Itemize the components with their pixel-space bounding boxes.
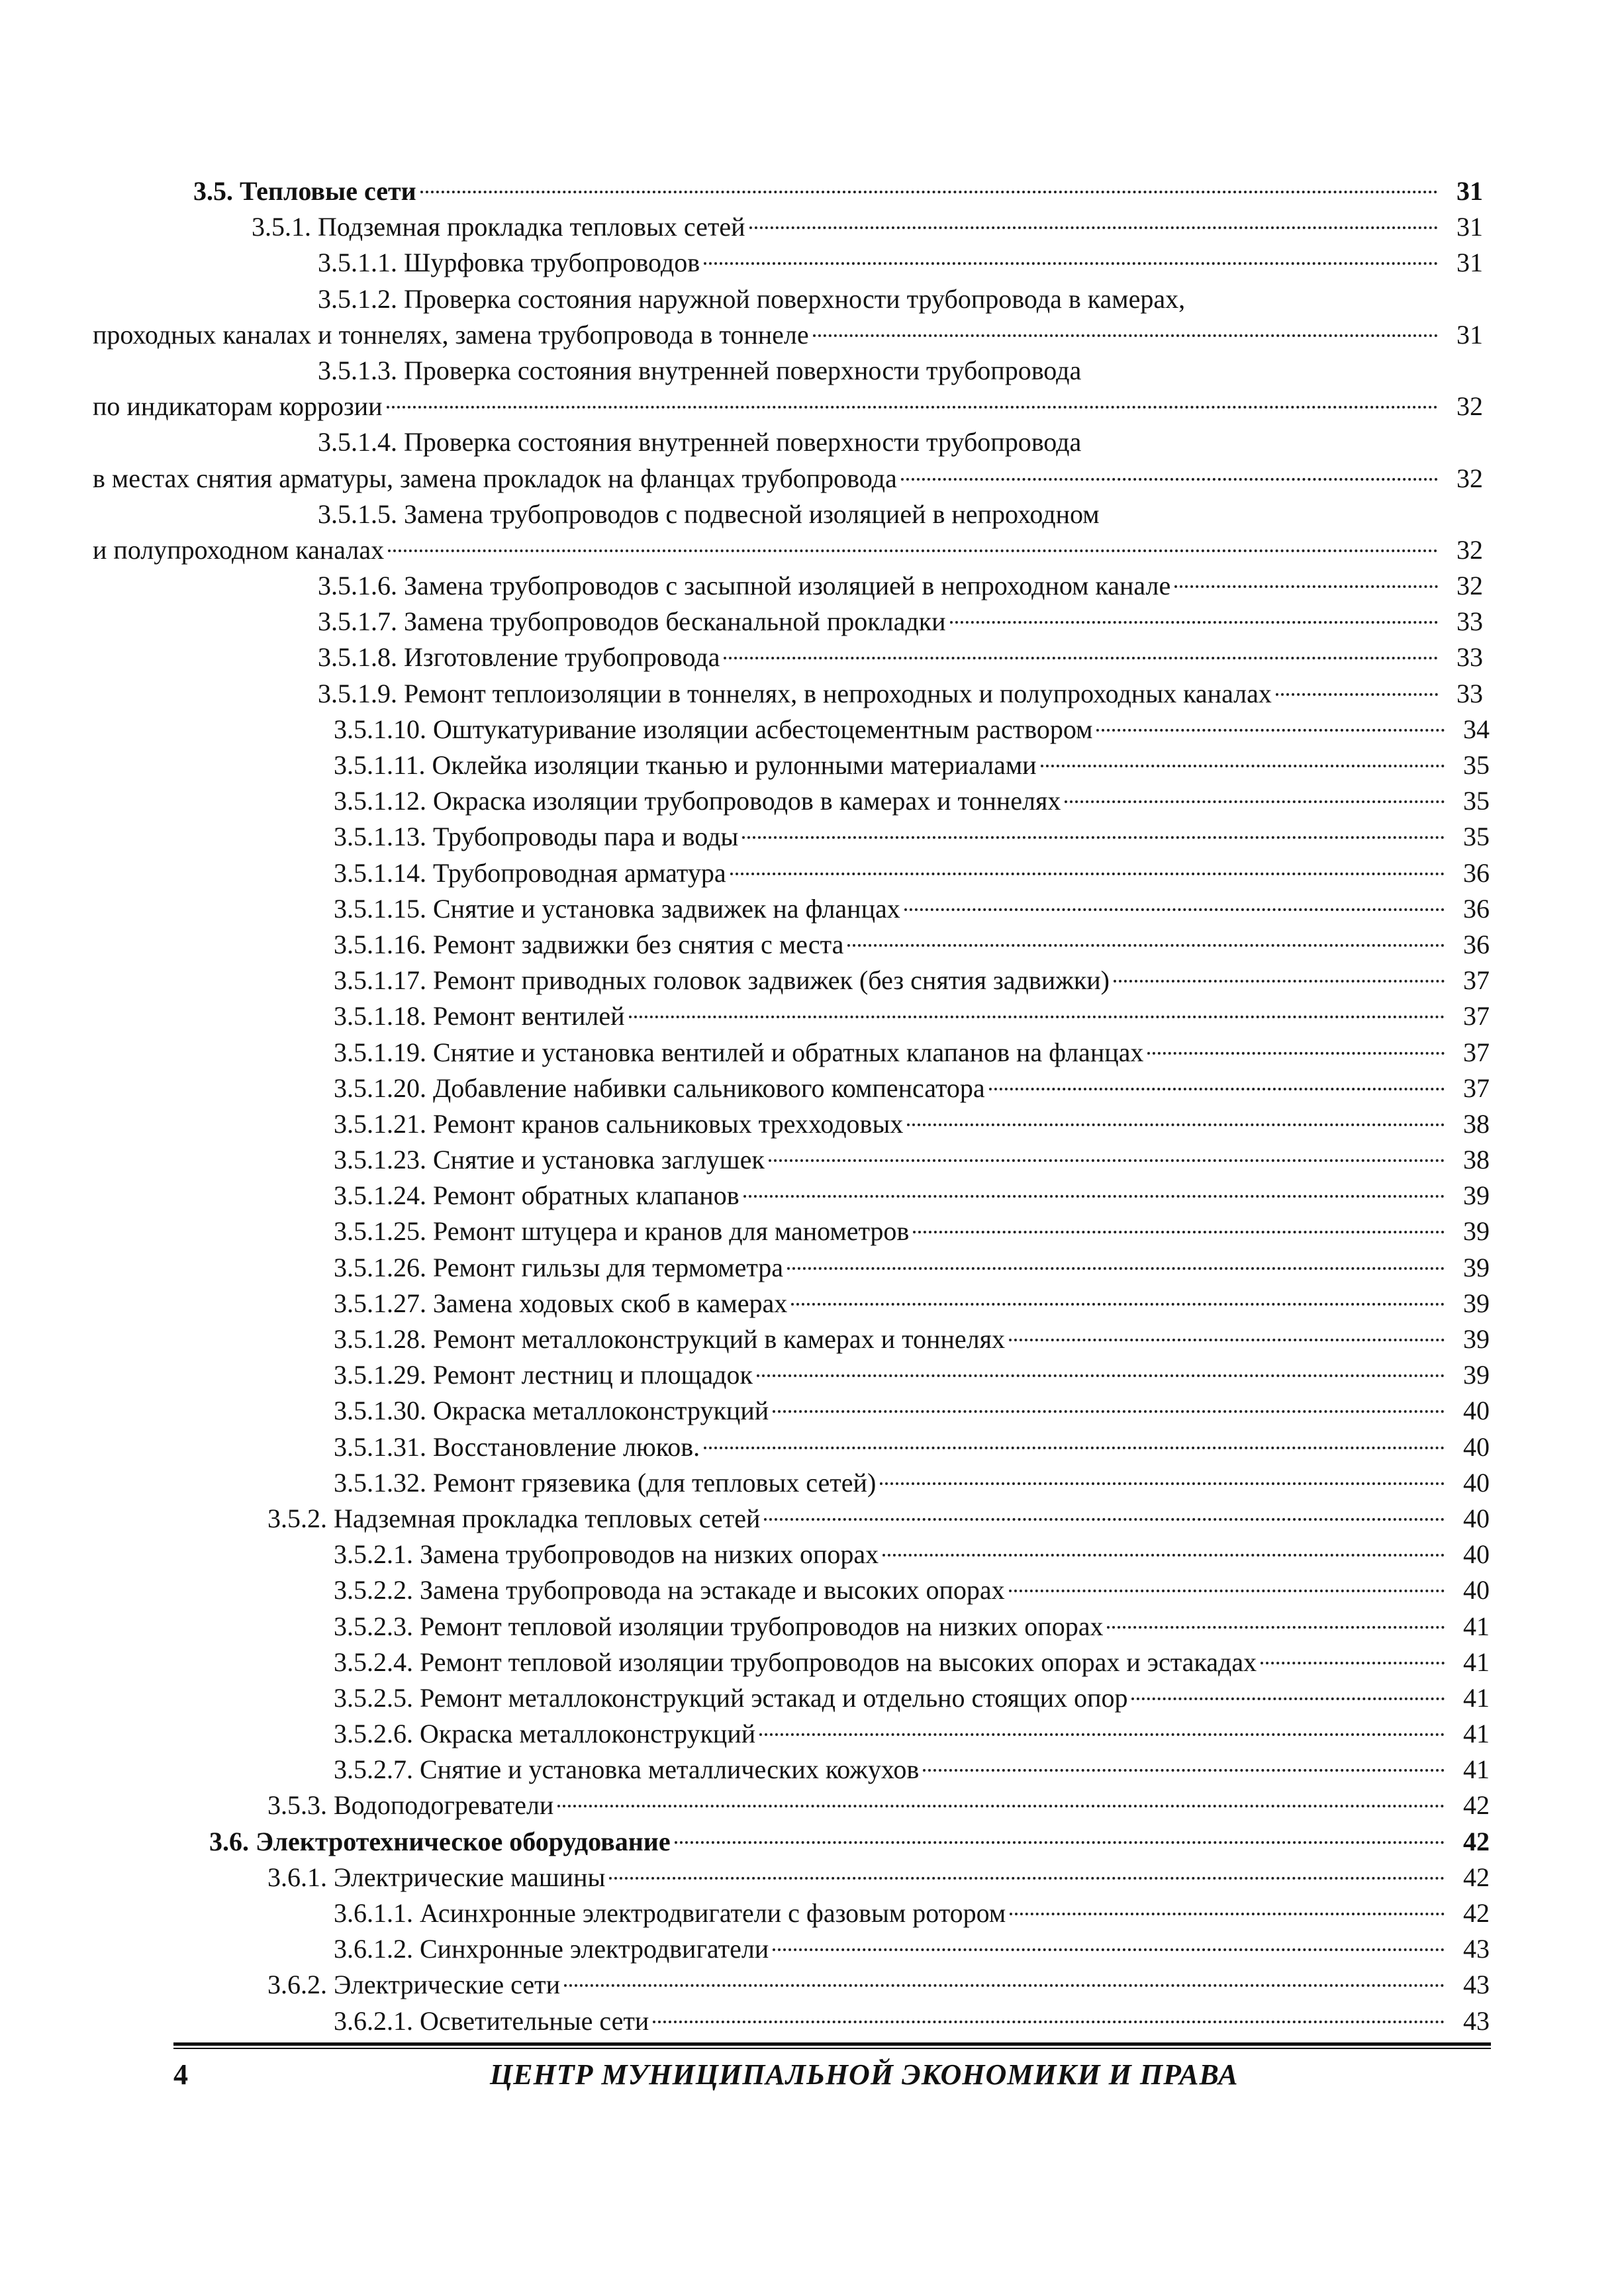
toc-entry — [0, 1931, 1490, 1967]
toc-dot-leader — [847, 944, 1445, 947]
toc-entry-page: 36 — [1463, 893, 1490, 924]
toc-dot-leader — [1041, 765, 1445, 767]
toc-dot-leader — [1147, 1052, 1445, 1055]
toc-entry-page: 41 — [1463, 1682, 1490, 1713]
toc-entry — [0, 1537, 1490, 1572]
toc-entry-page: 37 — [1463, 965, 1490, 996]
toc-dot-leader — [757, 1374, 1445, 1377]
toc-dot-leader — [1107, 1626, 1445, 1629]
toc-entry-number: 3.5.2.5. — [334, 1682, 413, 1713]
toc-entry-title: Ремонт тепловой изоляции трубопроводов на низких опорах — [420, 1611, 1104, 1641]
toc-entry — [0, 927, 1490, 963]
toc-entry-page: 39 — [1463, 1180, 1490, 1211]
footer-rule — [173, 2042, 1491, 2046]
toc-entry-title: Оклейка изоляции тканью и рулонными материалами — [432, 750, 1037, 780]
toc-entry-page: 36 — [1463, 929, 1490, 959]
toc-entry — [0, 1178, 1490, 1214]
toc-entry — [0, 568, 1483, 604]
toc-entry-title: Ремонт штуцера и кранов для манометров — [433, 1216, 910, 1247]
toc-dot-leader — [907, 1124, 1445, 1126]
toc-entry-number: 3.5.1.26. — [334, 1252, 426, 1282]
toc-entry-title: Осветительные сети — [420, 2005, 649, 2036]
toc-entry — [0, 1895, 1490, 1931]
toc-entry-number: 3.5.1.18. — [334, 1001, 426, 1031]
toc-entry-page: 39 — [1463, 1216, 1490, 1247]
toc-entry-page: 37 — [1463, 1073, 1490, 1103]
toc-dot-leader — [1174, 585, 1438, 588]
footer-title: ЦЕНТР МУНИЦИПАЛЬНОЙ ЭКОНОМИКИ И ПРАВА — [490, 2058, 1239, 2091]
toc-entry-title: Окраска металлоконструкций — [433, 1396, 769, 1426]
toc-entry — [0, 1214, 1490, 1249]
toc-entry-page: 32 — [1456, 534, 1483, 565]
toc-entry-number: 3.5.1.19. — [334, 1037, 426, 1067]
toc-entry-page: 40 — [1463, 1539, 1490, 1570]
toc-entry — [0, 1645, 1490, 1680]
toc-entry-page: 42 — [1463, 1790, 1490, 1821]
toc-dot-leader — [773, 1410, 1445, 1413]
toc-entry-number: 3.5.1.10. — [334, 714, 426, 744]
toc-dot-leader — [1131, 1698, 1445, 1700]
toc-dot-leader — [609, 1877, 1445, 1880]
toc-entry — [0, 1967, 1490, 2003]
toc-entry-title: Ремонт тепловой изоляции трубопроводов на высоких опорах и эстакадах — [420, 1647, 1257, 1677]
toc-entry-number: 3.5. — [193, 176, 233, 206]
toc-entry-number: 3.5.1.2. — [318, 283, 397, 314]
toc-entry — [0, 1321, 1490, 1357]
toc-entry-title: Шурфовка трубопроводов — [404, 248, 700, 278]
toc-entry-number: 3.6.1.2. — [334, 1934, 413, 1964]
toc-dot-leader — [653, 2021, 1445, 2023]
toc-entry — [0, 2003, 1490, 2039]
toc-entry-title: Замена трубопроводов с засыпной изоляцией в непроходном канале — [404, 571, 1171, 601]
toc-entry-page: 34 — [1463, 714, 1490, 744]
toc-dot-leader — [704, 1447, 1445, 1449]
toc-entry-page: 36 — [1463, 857, 1490, 888]
toc-entry — [0, 245, 1483, 281]
toc-entry-page: 40 — [1463, 1467, 1490, 1498]
toc-entry-title: Замена трубопроводов с подвесной изоляцией в непроходном — [404, 499, 1100, 529]
toc-dot-leader — [1065, 800, 1445, 803]
toc-entry-number: 3.5.2. — [267, 1503, 327, 1533]
toc-entry-page: 38 — [1463, 1145, 1490, 1175]
toc-entry-number: 3.5.1.11. — [334, 750, 426, 780]
toc-entry — [0, 1142, 1490, 1178]
toc-entry-number: 3.5.1.29. — [334, 1360, 426, 1390]
toc-entry-title: Проверка состояния внутренней поверхности трубопровода — [404, 427, 1082, 457]
toc-entry-title: Окраска металлоконструкций — [420, 1719, 756, 1749]
toc-entry-number: 3.5.1.28. — [334, 1324, 426, 1354]
toc-entry-page: 43 — [1463, 1934, 1490, 1964]
toc-entry-number: 3.6.1. — [267, 1862, 327, 1892]
toc-entry-title: Электротехническое оборудование — [256, 1826, 671, 1856]
toc-entry-title: Изготовление трубопровода — [404, 642, 720, 673]
toc-entry-number: 3.5.2.1. — [334, 1539, 413, 1570]
toc-dot-leader — [880, 1482, 1445, 1485]
toc-entry-number: 3.5.1.17. — [334, 965, 426, 996]
toc-entry-number: 3.5.1.5. — [318, 499, 397, 529]
toc-dot-leader — [787, 1267, 1445, 1270]
toc-entry — [0, 891, 1490, 927]
toc-entry-title: Тепловые сети — [240, 176, 416, 206]
toc-entry — [0, 497, 1483, 532]
toc-entry-page: 41 — [1463, 1611, 1490, 1641]
toc-entry-number: 3.5.1.31. — [334, 1431, 426, 1462]
toc-entry-page: 32 — [1456, 571, 1483, 601]
toc-dot-leader — [989, 1088, 1445, 1090]
toc-entry-title: Ремонт теплоизоляции в тоннелях, в непроходных и полупроходных каналах — [404, 678, 1272, 708]
toc-entry-page: 40 — [1463, 1575, 1490, 1605]
toc-entry-number: 3.5.1.8. — [318, 642, 397, 673]
toc-entry-page: 42 — [1463, 1862, 1490, 1892]
toc-entry — [0, 317, 1483, 353]
toc-dot-leader — [773, 1948, 1445, 1951]
toc-entry-number: 3.5.1.6. — [318, 571, 397, 601]
toc-dot-leader — [791, 1303, 1445, 1306]
toc-entry-page: 35 — [1463, 822, 1490, 852]
toc-entry-title: Снятие и установка вентилей и обратных клапанов на фланцах — [433, 1037, 1144, 1067]
toc-entry — [0, 281, 1483, 317]
toc-entry-title: Замена трубопровода на эстакаде и высоких опорах — [420, 1575, 1005, 1605]
toc-entry — [0, 1357, 1490, 1393]
toc-entry-title: Замена ходовых скоб в камерах — [433, 1288, 788, 1318]
toc-entry-number: 3.5.2.4. — [334, 1647, 413, 1677]
toc-entry — [0, 676, 1483, 712]
toc-dot-leader — [1276, 693, 1438, 696]
toc-entry-page: 40 — [1463, 1396, 1490, 1426]
toc-entry-title: Ремонт металлоконструкций в камерах и тоннелях — [433, 1324, 1005, 1354]
toc-entry-title: Ремонт задвижки без снятия с места — [433, 929, 844, 959]
toc-entry-page: 40 — [1463, 1431, 1490, 1462]
toc-dot-leader — [387, 406, 1438, 408]
toc-entry — [0, 855, 1490, 891]
toc-entry-title: Проверка состояния внутренней поверхности трубопровода — [404, 355, 1082, 385]
toc-entry-number: 3.5.1.3. — [318, 355, 397, 385]
toc-entry-page: 38 — [1463, 1108, 1490, 1139]
toc-entry — [0, 1609, 1490, 1645]
toc-entry-number: 3.5.1. — [252, 212, 311, 242]
toc-entry — [0, 712, 1490, 747]
toc-entry — [0, 1860, 1490, 1895]
toc-entry-number: 3.5.1.15. — [334, 893, 426, 924]
toc-dot-leader — [743, 1195, 1445, 1198]
toc-entry — [0, 963, 1490, 998]
toc-dot-leader — [704, 262, 1438, 265]
toc-entry-title: Снятие и установка заглушек — [433, 1145, 765, 1175]
toc-dot-leader — [883, 1554, 1445, 1556]
toc-entry — [0, 1716, 1490, 1752]
toc-entry-page: 35 — [1463, 786, 1490, 816]
toc-entry — [0, 1035, 1490, 1071]
toc-entry-number: 3.5.1.4. — [318, 427, 397, 457]
toc-entry-page: 31 — [1456, 176, 1483, 206]
toc-entry — [0, 389, 1483, 424]
toc-entry-title: Замена трубопроводов бесканальной прокладки — [404, 606, 946, 637]
toc-entry — [0, 1250, 1490, 1286]
toc-entry — [0, 353, 1483, 389]
toc-dot-leader — [759, 1733, 1445, 1736]
toc-entry-number: 3.5.1.20. — [334, 1073, 426, 1103]
toc-entry-number: 3.5.1.12. — [334, 786, 426, 816]
toc-entry-title: Ремонт обратных клапанов — [433, 1180, 739, 1211]
toc-entry-number: 3.5.2.3. — [334, 1611, 413, 1641]
toc-entry-page: 42 — [1463, 1826, 1490, 1856]
toc-entry-page: 37 — [1463, 1001, 1490, 1031]
toc-entry-number: 3.5.1.13. — [334, 822, 426, 852]
toc-entry — [0, 1572, 1490, 1608]
toc-entry — [0, 1071, 1490, 1106]
toc-entry-title: Оштукатуривание изоляции асбестоцементным раствором — [433, 714, 1093, 744]
toc-dot-leader — [901, 478, 1438, 481]
toc-entry-number: 3.5.2.6. — [334, 1719, 413, 1749]
toc-entry-page: 37 — [1463, 1037, 1490, 1067]
toc-entry-page: 31 — [1456, 212, 1483, 242]
toc-entry-number: 3.6.2.1. — [334, 2005, 413, 2036]
toc-dot-leader — [557, 1805, 1445, 1807]
toc-entry-title: Синхронные электродвигатели — [420, 1934, 769, 1964]
toc-dot-leader — [1009, 1339, 1445, 1341]
toc-entry-title: Водоподогреватели — [334, 1790, 554, 1821]
toc-dot-leader — [564, 1984, 1445, 1987]
toc-entry-title: Ремонт вентилей — [433, 1001, 625, 1031]
toc-entry — [0, 783, 1490, 819]
toc-entry — [0, 819, 1490, 855]
toc-entry-page: 32 — [1456, 463, 1483, 493]
toc-entry-title: Трубопроводы пара и воды — [433, 822, 739, 852]
toc-entry-title: Ремонт лестниц и площадок — [433, 1360, 753, 1390]
toc-entry-title: и полупроходном каналах — [93, 534, 385, 565]
footer-rule-thin — [173, 2048, 1491, 2049]
page-number: 4 — [173, 2058, 188, 2091]
toc-dot-leader — [913, 1231, 1445, 1233]
toc-entry — [0, 1393, 1490, 1429]
toc-entry-page: 41 — [1463, 1754, 1490, 1785]
toc-entry-title: Снятие и установка металлических кожухов — [420, 1754, 920, 1785]
toc-entry-page: 33 — [1456, 642, 1483, 673]
toc-entry-page: 31 — [1456, 319, 1483, 350]
toc-entry-title: в местах снятия арматуры, замена прокладок на фланцах трубопровода — [93, 463, 897, 493]
toc-entry — [0, 424, 1483, 460]
toc-dot-leader — [769, 1159, 1445, 1162]
toc-entry-title: Электрические сети — [334, 1970, 560, 2000]
toc-entry-page: 40 — [1463, 1503, 1490, 1533]
toc-entry-page: 35 — [1463, 750, 1490, 780]
toc-entry-title: Асинхронные электродвигатели с фазовым ротором — [420, 1898, 1006, 1928]
toc-entry — [0, 1429, 1490, 1465]
toc-entry — [0, 173, 1483, 209]
toc-entry-title: Подземная прокладка тепловых сетей — [318, 212, 745, 242]
toc-entry-page: 39 — [1463, 1288, 1490, 1318]
toc-dot-leader — [1010, 1913, 1445, 1915]
toc-entry-number: 3.5.1.9. — [318, 678, 397, 708]
toc-dot-leader — [675, 1841, 1445, 1844]
toc-entry-number: 3.5.1.1. — [318, 248, 397, 278]
toc-entry-title: Ремонт грязевика (для тепловых сетей) — [433, 1467, 877, 1498]
toc-entry-number: 3.5.1.23. — [334, 1145, 426, 1175]
toc-entry-title: по индикаторам коррозии — [93, 391, 383, 422]
toc-entry-number: 3.6.1.1. — [334, 1898, 413, 1928]
toc-entry-page: 41 — [1463, 1647, 1490, 1677]
toc-entry — [0, 1465, 1490, 1501]
toc-entry-page: 31 — [1456, 248, 1483, 278]
toc-entry-title: Замена трубопроводов на низких опорах — [420, 1539, 879, 1570]
toc-dot-leader — [730, 873, 1445, 875]
toc-entry-title: Снятие и установка задвижек на фланцах — [433, 893, 900, 924]
toc-entry — [0, 1286, 1490, 1321]
toc-entry — [0, 209, 1483, 245]
toc-entry-title: Ремонт металлоконструкций эстакад и отдельно стоящих опор — [420, 1682, 1128, 1713]
toc-entry — [0, 1824, 1490, 1860]
toc-dot-leader — [742, 836, 1445, 839]
toc-entry-number: 3.5.1.25. — [334, 1216, 426, 1247]
toc-entry-number: 3.6. — [209, 1826, 249, 1856]
toc-entry-title: Трубопроводная арматура — [433, 857, 726, 888]
toc-entry-title: Окраска изоляции трубопроводов в камерах и тоннелях — [433, 786, 1061, 816]
toc-entry-number: 3.5.1.24. — [334, 1180, 426, 1211]
toc-entry-number: 3.5.1.21. — [334, 1108, 426, 1139]
toc-entry-number: 3.5.1.16. — [334, 929, 426, 959]
toc-entry-number: 3.5.2.2. — [334, 1575, 413, 1605]
toc-entry-title: Добавление набивки сальникового компенсатора — [433, 1073, 985, 1103]
toc-entry — [0, 1752, 1490, 1788]
toc-entry-page: 32 — [1456, 391, 1483, 422]
toc-entry — [0, 747, 1490, 783]
toc-entry-title: Ремонт кранов сальниковых трехходовых — [433, 1108, 904, 1139]
toc-entry-page: 33 — [1456, 678, 1483, 708]
toc-entry-number: 3.5.1.27. — [334, 1288, 426, 1318]
toc-entry-number: 3.5.3. — [267, 1790, 327, 1821]
toc-entry-page: 43 — [1463, 1970, 1490, 2000]
toc-entry-title: Электрические машины — [334, 1862, 606, 1892]
toc-entry-page: 42 — [1463, 1898, 1490, 1928]
toc-entry-number: 3.5.1.30. — [334, 1396, 426, 1426]
toc-entry — [0, 604, 1483, 640]
toc-entry — [0, 1680, 1490, 1716]
toc-entry-title: проходных каналах и тоннелях, замена трубопровода в тоннеле — [93, 319, 809, 350]
toc-dot-leader — [764, 1518, 1445, 1521]
toc-entry-title: Ремонт приводных головок задвижек (без снятия задвижки) — [433, 965, 1110, 996]
table-of-contents — [0, 173, 1622, 2039]
toc-entry-number: 3.5.2.7. — [334, 1754, 413, 1785]
toc-entry — [0, 461, 1483, 497]
toc-dot-leader — [1261, 1662, 1445, 1664]
toc-entry-title: Ремонт гильзы для термометра — [433, 1252, 784, 1282]
toc-entry-page: 39 — [1463, 1324, 1490, 1354]
toc-dot-leader — [388, 550, 1438, 552]
toc-entry-title: Проверка состояния наружной поверхности трубопровода в камерах, — [404, 283, 1186, 314]
toc-entry-page: 39 — [1463, 1252, 1490, 1282]
toc-entry-title: Восстановление люков. — [433, 1431, 700, 1462]
toc-entry — [0, 640, 1483, 675]
toc-entry-number: 3.5.1.32. — [334, 1467, 426, 1498]
toc-entry-number: 3.6.2. — [267, 1970, 327, 2000]
toc-dot-leader — [629, 1016, 1445, 1018]
toc-dot-leader — [1096, 729, 1445, 732]
toc-entry-page: 41 — [1463, 1719, 1490, 1749]
toc-dot-leader — [1009, 1590, 1445, 1592]
toc-dot-leader — [923, 1769, 1445, 1772]
toc-dot-leader — [420, 191, 1438, 193]
toc-dot-leader — [950, 621, 1438, 624]
toc-entry-page: 39 — [1463, 1360, 1490, 1390]
toc-dot-leader — [1114, 980, 1445, 982]
toc-dot-leader — [904, 908, 1445, 911]
toc-entry — [0, 998, 1490, 1034]
toc-dot-leader — [749, 226, 1439, 229]
toc-entry — [0, 532, 1483, 568]
toc-entry — [0, 1501, 1490, 1537]
toc-entry — [0, 1788, 1490, 1823]
toc-entry-number: 3.5.1.14. — [334, 857, 426, 888]
toc-entry — [0, 1106, 1490, 1142]
toc-entry-title: Надземная прокладка тепловых сетей — [334, 1503, 761, 1533]
toc-dot-leader — [813, 334, 1438, 337]
toc-entry-page: 33 — [1456, 606, 1483, 637]
toc-entry-number: 3.5.1.7. — [318, 606, 397, 637]
toc-entry-page: 43 — [1463, 2005, 1490, 2036]
toc-dot-leader — [724, 657, 1438, 659]
